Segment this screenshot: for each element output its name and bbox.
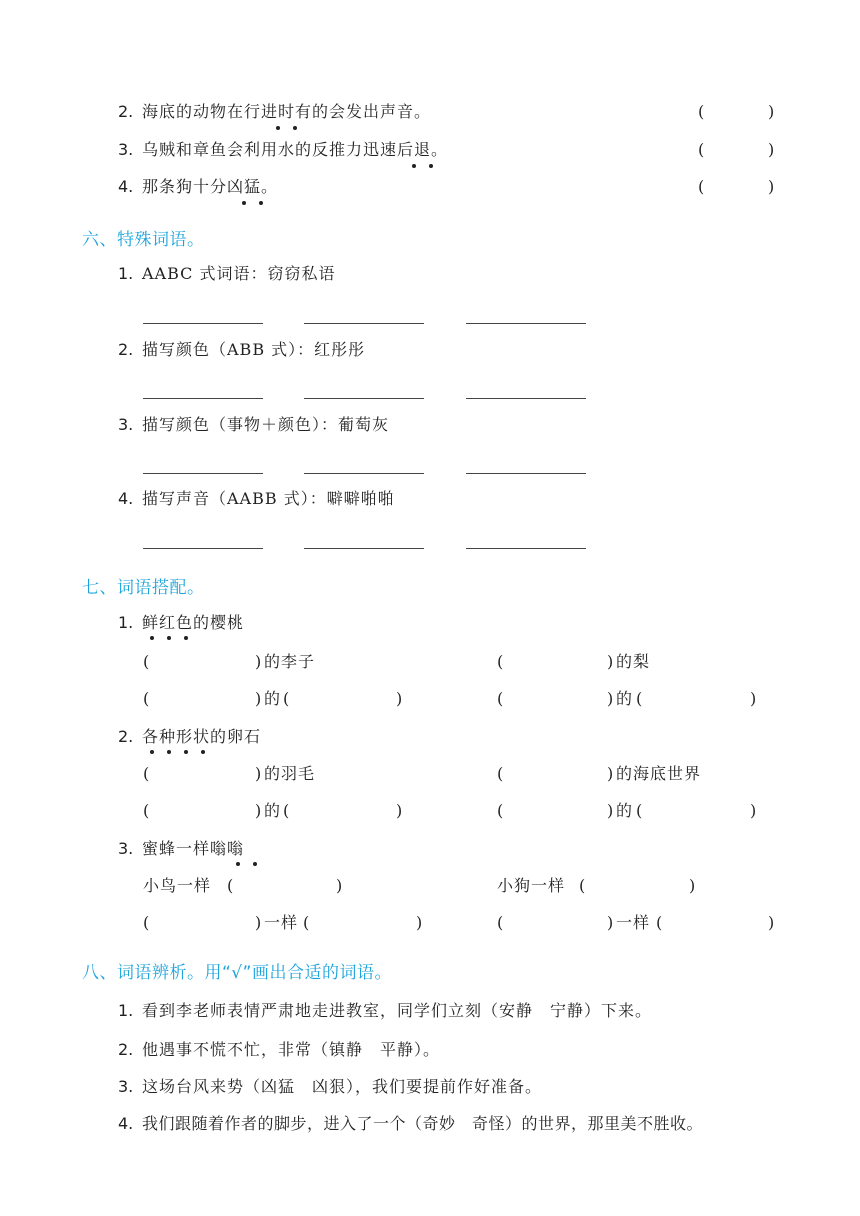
answer-blank[interactable] bbox=[304, 323, 424, 324]
phrase-text: 的李子 bbox=[264, 652, 316, 671]
item-text: 乌贼和章鱼会利用水的反推力迅速后退。 bbox=[142, 140, 449, 159]
item-number: 3. bbox=[118, 415, 134, 434]
emphasis-dot bbox=[293, 126, 297, 130]
item-number: 4. bbox=[118, 489, 134, 508]
phrase-text: 小狗一样 bbox=[497, 876, 566, 895]
paren-right: ) bbox=[607, 652, 614, 671]
paren-right: ) bbox=[416, 913, 423, 932]
answer-paren-right: ) bbox=[768, 177, 775, 196]
paren-right: ) bbox=[750, 689, 757, 708]
paren-left: ( bbox=[143, 764, 150, 783]
paren-left: ( bbox=[497, 764, 504, 783]
paren-right: ) bbox=[396, 689, 403, 708]
item-text: 这场台风来势（凶猛 凶狠），我们要提前作好准备。 bbox=[142, 1077, 543, 1096]
phrase-text: 的海底世界 bbox=[616, 764, 702, 783]
phrase-text: 的 bbox=[616, 801, 634, 820]
item-number: 3. bbox=[118, 140, 134, 159]
section6-title: 六、特殊词语。 bbox=[82, 230, 205, 250]
paren-left: ( bbox=[579, 876, 586, 895]
paren-left: ( bbox=[497, 689, 504, 708]
item-text: 看到李老师表情严肃地走进教室，同学们立刻（安静 宁静）下来。 bbox=[142, 1001, 653, 1020]
emphasis-dot bbox=[201, 750, 205, 754]
phrase-text: 的 bbox=[264, 801, 282, 820]
item-number: 2. bbox=[118, 102, 134, 121]
paren-left: ( bbox=[143, 913, 150, 932]
emphasis-dot bbox=[167, 636, 171, 640]
answer-blank[interactable] bbox=[143, 473, 263, 474]
phrase-text: 一样 bbox=[264, 913, 299, 932]
phrase-text: 的 bbox=[264, 689, 282, 708]
emphasis-dot bbox=[184, 750, 188, 754]
item-text: 海底的动物在行进时有的会发出声音。 bbox=[142, 102, 432, 121]
answer-blank[interactable] bbox=[304, 548, 424, 549]
item-number: 2. bbox=[118, 727, 134, 746]
paren-right: ) bbox=[607, 913, 614, 932]
emphasis-dot bbox=[184, 636, 188, 640]
paren-right: ) bbox=[255, 689, 262, 708]
paren-left: ( bbox=[143, 801, 150, 820]
item-text: 描写颜色（事物＋颜色）：葡萄灰 bbox=[142, 415, 390, 434]
paren-left: ( bbox=[227, 876, 234, 895]
paren-left: ( bbox=[283, 689, 290, 708]
phrase-text: 小鸟一样 bbox=[143, 876, 212, 895]
paren-right: ) bbox=[689, 876, 696, 895]
paren-right: ) bbox=[255, 764, 262, 783]
item-number: 1. bbox=[118, 264, 134, 283]
answer-paren-left: ( bbox=[698, 140, 705, 159]
answer-blank[interactable] bbox=[466, 548, 586, 549]
item-number: 1. bbox=[118, 1001, 134, 1020]
emphasis-dot bbox=[253, 862, 257, 866]
answer-blank[interactable] bbox=[466, 473, 586, 474]
paren-left: ( bbox=[497, 801, 504, 820]
answer-blank[interactable] bbox=[143, 548, 263, 549]
paren-right: ) bbox=[607, 801, 614, 820]
phrase-text: 一样 bbox=[616, 913, 651, 932]
answer-paren-left: ( bbox=[698, 102, 705, 121]
item-text: 描写颜色（ABB 式）：红彤彤 bbox=[142, 340, 366, 359]
answer-blank[interactable] bbox=[466, 398, 586, 399]
paren-right: ) bbox=[396, 801, 403, 820]
item-text: AABC 式词语：窃窃私语 bbox=[142, 264, 336, 283]
item-text: 那条狗十分凶猛。 bbox=[142, 177, 279, 196]
item-text: 蜜蜂一样嗡嗡 bbox=[142, 839, 245, 858]
section7-title: 七、词语搭配。 bbox=[82, 578, 205, 598]
item-number: 1. bbox=[118, 613, 134, 632]
item-number: 3. bbox=[118, 1077, 134, 1096]
section8-title: 八、词语辨析。用“√”画出合适的词语。 bbox=[82, 963, 392, 983]
paren-left: ( bbox=[497, 652, 504, 671]
paren-right: ) bbox=[607, 689, 614, 708]
answer-blank[interactable] bbox=[304, 398, 424, 399]
answer-blank[interactable] bbox=[143, 323, 263, 324]
item-text: 鲜红色的樱桃 bbox=[142, 613, 245, 632]
emphasis-dot bbox=[259, 201, 263, 205]
paren-right: ) bbox=[607, 764, 614, 783]
item-number: 2. bbox=[118, 340, 134, 359]
item-text: 描写声音（AABB 式）：噼噼啪啪 bbox=[142, 489, 395, 508]
emphasis-dot bbox=[236, 862, 240, 866]
answer-paren-right: ) bbox=[768, 140, 775, 159]
paren-left: ( bbox=[636, 689, 643, 708]
emphasis-dot bbox=[412, 164, 416, 168]
paren-right: ) bbox=[336, 876, 343, 895]
phrase-text: 的梨 bbox=[616, 652, 651, 671]
item-number: 4. bbox=[118, 177, 134, 196]
answer-paren-left: ( bbox=[698, 177, 705, 196]
answer-paren-right: ) bbox=[768, 102, 775, 121]
paren-left: ( bbox=[143, 689, 150, 708]
paren-left: ( bbox=[283, 801, 290, 820]
answer-blank[interactable] bbox=[466, 323, 586, 324]
paren-right: ) bbox=[768, 913, 775, 932]
paren-left: ( bbox=[636, 801, 643, 820]
paren-right: ) bbox=[255, 652, 262, 671]
phrase-text: 的 bbox=[616, 689, 634, 708]
emphasis-dot bbox=[150, 750, 154, 754]
emphasis-dot bbox=[276, 126, 280, 130]
paren-left: ( bbox=[656, 913, 663, 932]
answer-blank[interactable] bbox=[304, 473, 424, 474]
item-text: 他遇事不慌不忙，非常（镇静 平静）。 bbox=[142, 1040, 441, 1059]
item-text: 我们跟随着作者的脚步，进入了一个（奇妙 奇怪）的世界，那里美不胜收。 bbox=[142, 1114, 704, 1133]
answer-blank[interactable] bbox=[143, 398, 263, 399]
paren-right: ) bbox=[750, 801, 757, 820]
paren-right: ) bbox=[255, 801, 262, 820]
emphasis-dot bbox=[242, 201, 246, 205]
item-text: 各种形状的卵石 bbox=[142, 727, 262, 746]
item-number: 2. bbox=[118, 1040, 134, 1059]
paren-left: ( bbox=[143, 652, 150, 671]
paren-right: ) bbox=[255, 913, 262, 932]
emphasis-dot bbox=[150, 636, 154, 640]
emphasis-dot bbox=[167, 750, 171, 754]
phrase-text: 的羽毛 bbox=[264, 764, 316, 783]
item-number: 3. bbox=[118, 839, 134, 858]
item-number: 4. bbox=[118, 1114, 134, 1133]
paren-left: ( bbox=[497, 913, 504, 932]
emphasis-dot bbox=[429, 164, 433, 168]
paren-left: ( bbox=[303, 913, 310, 932]
